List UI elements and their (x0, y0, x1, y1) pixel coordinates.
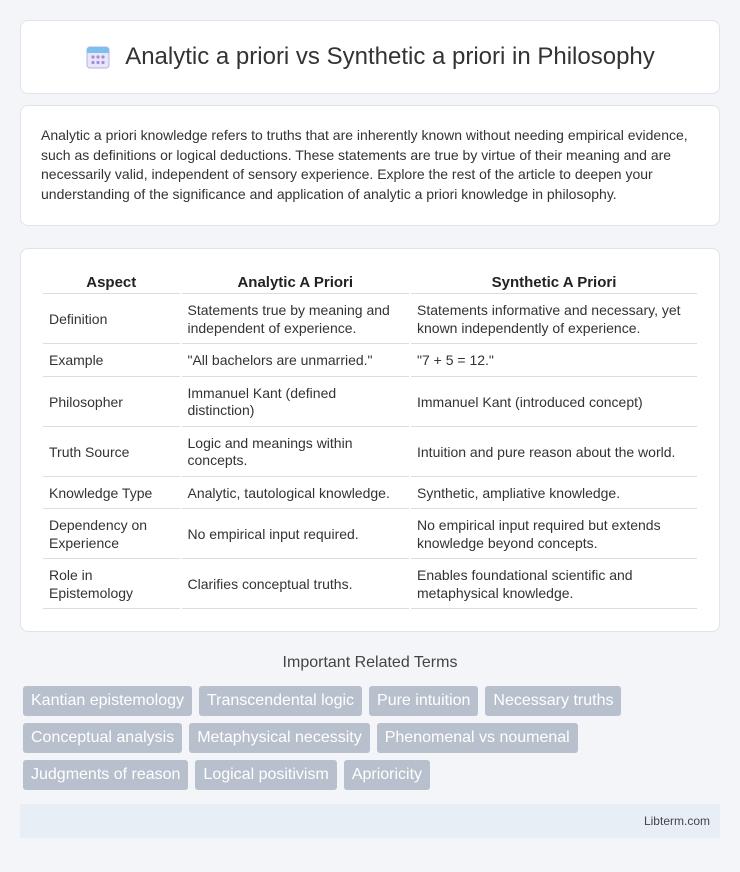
intro-card (20, 105, 720, 226)
table-cell: Example (43, 346, 180, 377)
column-header: Synthetic A Priori (411, 271, 697, 294)
table-cell: Statements true by meaning and independent of experience. (182, 296, 410, 344)
related-term-tag[interactable]: Necessary truths (485, 686, 621, 716)
table-cell: Immanuel Kant (defined distinction) (182, 379, 410, 427)
related-terms-heading: Important Related Terms (282, 654, 458, 672)
table-cell: Statements informative and necessary, yet known independently of experience. (411, 296, 697, 344)
related-term-tag[interactable]: Phenomenal vs noumenal (377, 723, 578, 753)
table-row (43, 511, 697, 559)
table-row (43, 346, 697, 377)
table-cell: "All bachelors are unmarried." (182, 346, 410, 377)
footer (20, 804, 720, 838)
column-header: Analytic A Priori (182, 271, 410, 294)
related-terms-section (20, 654, 720, 790)
column-header: Aspect (43, 271, 180, 294)
table-header-row (43, 271, 697, 294)
table-row (43, 561, 697, 609)
comparison-table-card (20, 248, 720, 632)
table-cell: Definition (43, 296, 180, 344)
related-term-tag[interactable]: Logical positivism (195, 760, 336, 790)
related-term-tag[interactable]: Aprioricity (344, 760, 430, 790)
table-cell: Knowledge Type (43, 479, 180, 510)
table-cell: Analytic, tautological knowledge. (182, 479, 410, 510)
related-term-tag[interactable]: Judgments of reason (23, 760, 188, 790)
table-row (43, 429, 697, 477)
related-term-tag[interactable]: Metaphysical necessity (189, 723, 370, 753)
related-term-tag[interactable]: Pure intuition (369, 686, 478, 716)
footer-brand-link[interactable]: Libterm.com (643, 814, 710, 829)
table-cell: Dependency on Experience (43, 511, 180, 559)
comparison-table (41, 269, 699, 611)
table-cell: Philosopher (43, 379, 180, 427)
table-cell: No empirical input required. (182, 511, 410, 559)
page-title: Analytic a priori vs Synthetic a priori in Philosophy (125, 43, 655, 70)
intro-text: Analytic a priori knowledge refers to truths that are inherently known without needing empirical evidence, such as definitions or logical deductions. These statements are true by virtue of their meaning and are necessarily valid, independent of sensory experience. Explore the rest of the article to deepen your understanding of the significance and application of analytic a priori knowledge in philosophy. (41, 127, 688, 202)
table-cell: Logic and meanings within concepts. (182, 429, 410, 477)
related-term-tag[interactable]: Kantian epistemology (23, 686, 192, 716)
table-cell: "7 + 5 = 12." (411, 346, 697, 377)
table-row (43, 479, 697, 510)
table-cell: Intuition and pure reason about the world. (411, 429, 697, 477)
table-cell: Synthetic, ampliative knowledge. (411, 479, 697, 510)
related-term-tag[interactable]: Transcendental logic (199, 686, 362, 716)
table-row (43, 379, 697, 427)
table-cell: No empirical input required but extends knowledge beyond concepts. (411, 511, 697, 559)
table-cell: Enables foundational scientific and metaphysical knowledge. (411, 561, 697, 609)
table-cell: Role in Epistemology (43, 561, 180, 609)
table-cell: Immanuel Kant (introduced concept) (411, 379, 697, 427)
related-terms-tags (20, 686, 720, 790)
calendar-grid-icon (85, 44, 111, 70)
related-term-tag[interactable]: Conceptual analysis (23, 723, 182, 753)
table-row (43, 296, 697, 344)
table-cell: Clarifies conceptual truths. (182, 561, 410, 609)
table-cell: Truth Source (43, 429, 180, 477)
title-card (20, 20, 720, 94)
